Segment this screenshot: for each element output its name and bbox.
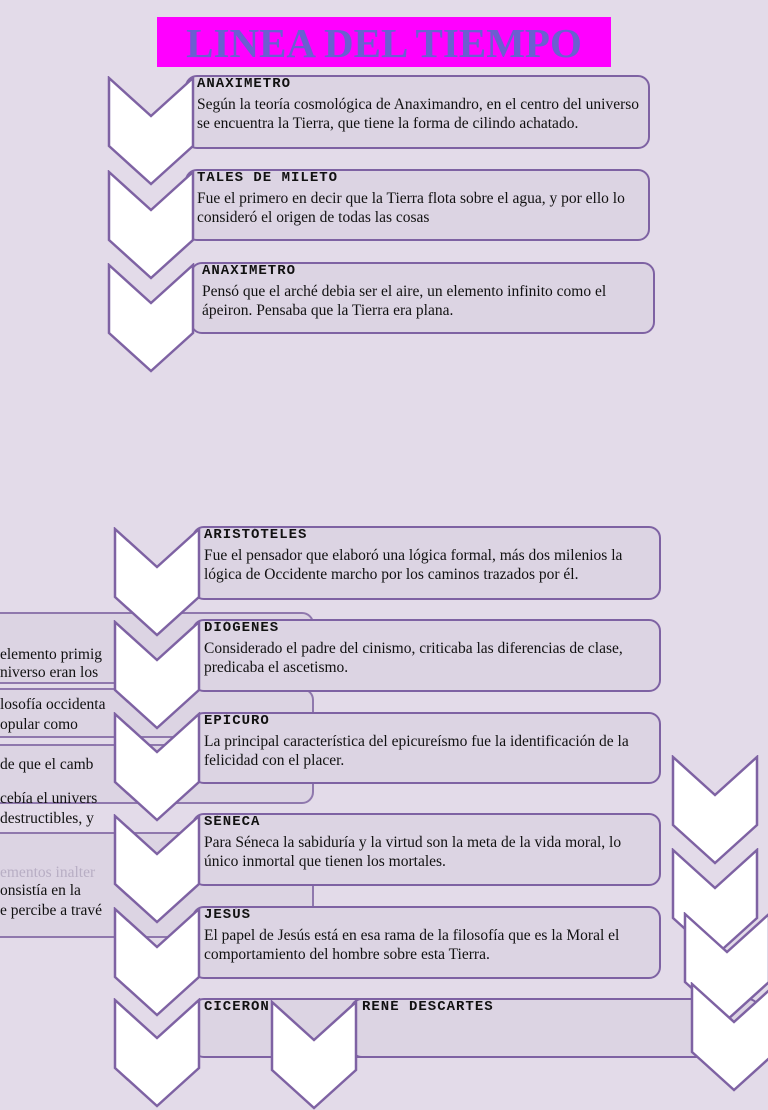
entry-name: TALES DE MILETO: [197, 170, 339, 186]
entry-description: El papel de Jesús está en esa rama de la filosofía que es la Moral el comportamiento del hombre sobre esta Tierra.: [204, 927, 620, 963]
entry-description: Pensó que el arché debia ser el aire, un elemento infinito como el ápeiron. Pensaba que la Tierra era plana.: [202, 283, 607, 319]
ghost-text: de que el camb: [0, 756, 94, 773]
timeline-entry-anaximetro-1: [185, 75, 650, 149]
chevron-down-icon: [270, 1000, 358, 1110]
chevron-down-icon: [107, 263, 195, 373]
timeline-entry-jesus: [192, 906, 661, 979]
entry-description: Según la teoría cosmológica de Anaximandro, en el centro del universo se encuentra la Tierra, que tiene la forma de cilindo achatado.: [197, 96, 640, 132]
chevron-down-icon: [113, 998, 201, 1108]
ghost-text: onsistía en la: [0, 882, 81, 899]
entry-name: CICERÓN: [204, 999, 270, 1015]
entry-description: La principal característica del epicureísmo fue la identificación de la felicidad con el placer.: [204, 733, 629, 769]
chevron-down-icon: [690, 982, 768, 1092]
entry-description: Fue el pensador que elaboró una lógica formal, más dos milenios la lógica de Occidente marcho por los caminos trazados por él.: [204, 547, 623, 583]
entry-name: DIÓGENES: [204, 620, 280, 636]
entry-name: ANAXIMETRO: [197, 76, 292, 92]
entry-description: Fue el primero en decir que la Tierra flota sobre el agua, y por ello lo consideró el origen de todas las cosas: [197, 190, 625, 226]
timeline-entry-aristoteles: [192, 526, 661, 600]
ghost-text: cebía el univers: [0, 790, 98, 807]
timeline-entry-epicuro: [192, 712, 661, 784]
entry-name: SÉNECA: [204, 814, 261, 830]
entry-description: Para Séneca la sabiduría y la virtud son la meta de la vida moral, lo único inmortal que tienen los mortales.: [204, 834, 622, 870]
ghost-text: niverso eran los: [0, 664, 99, 681]
ghost-text: losofía occidenta: [0, 696, 106, 713]
entry-name: RENÉ DESCARTES: [362, 999, 494, 1015]
entry-name: ANAXIMETRO: [202, 263, 297, 279]
timeline-entry-anaximetro-2: [190, 262, 655, 334]
ghost-text: elemento primig: [0, 646, 103, 663]
timeline-entry-diogenes: [192, 619, 661, 692]
ghost-text: opular como: [0, 716, 78, 733]
entry-name: EPÍCURO: [204, 713, 270, 729]
ghost-text: ementos inalter: [0, 864, 96, 881]
page-title: LINEA DEL TIEMPO: [157, 17, 611, 67]
timeline-entry-tales: [185, 169, 650, 241]
entry-name: JESÚS: [204, 907, 252, 923]
ghost-text: destructibles, y: [0, 810, 94, 827]
timeline-entry-seneca: [192, 813, 661, 886]
chevron-down-icon: [113, 712, 201, 822]
entry-description: Considerado el padre del cinismo, criticaba las diferencias de clase, predicaba el ascetismo.: [204, 640, 623, 676]
entry-name: ARISTÓTELES: [204, 527, 308, 543]
ghost-text: e percibe a travé: [0, 902, 102, 919]
